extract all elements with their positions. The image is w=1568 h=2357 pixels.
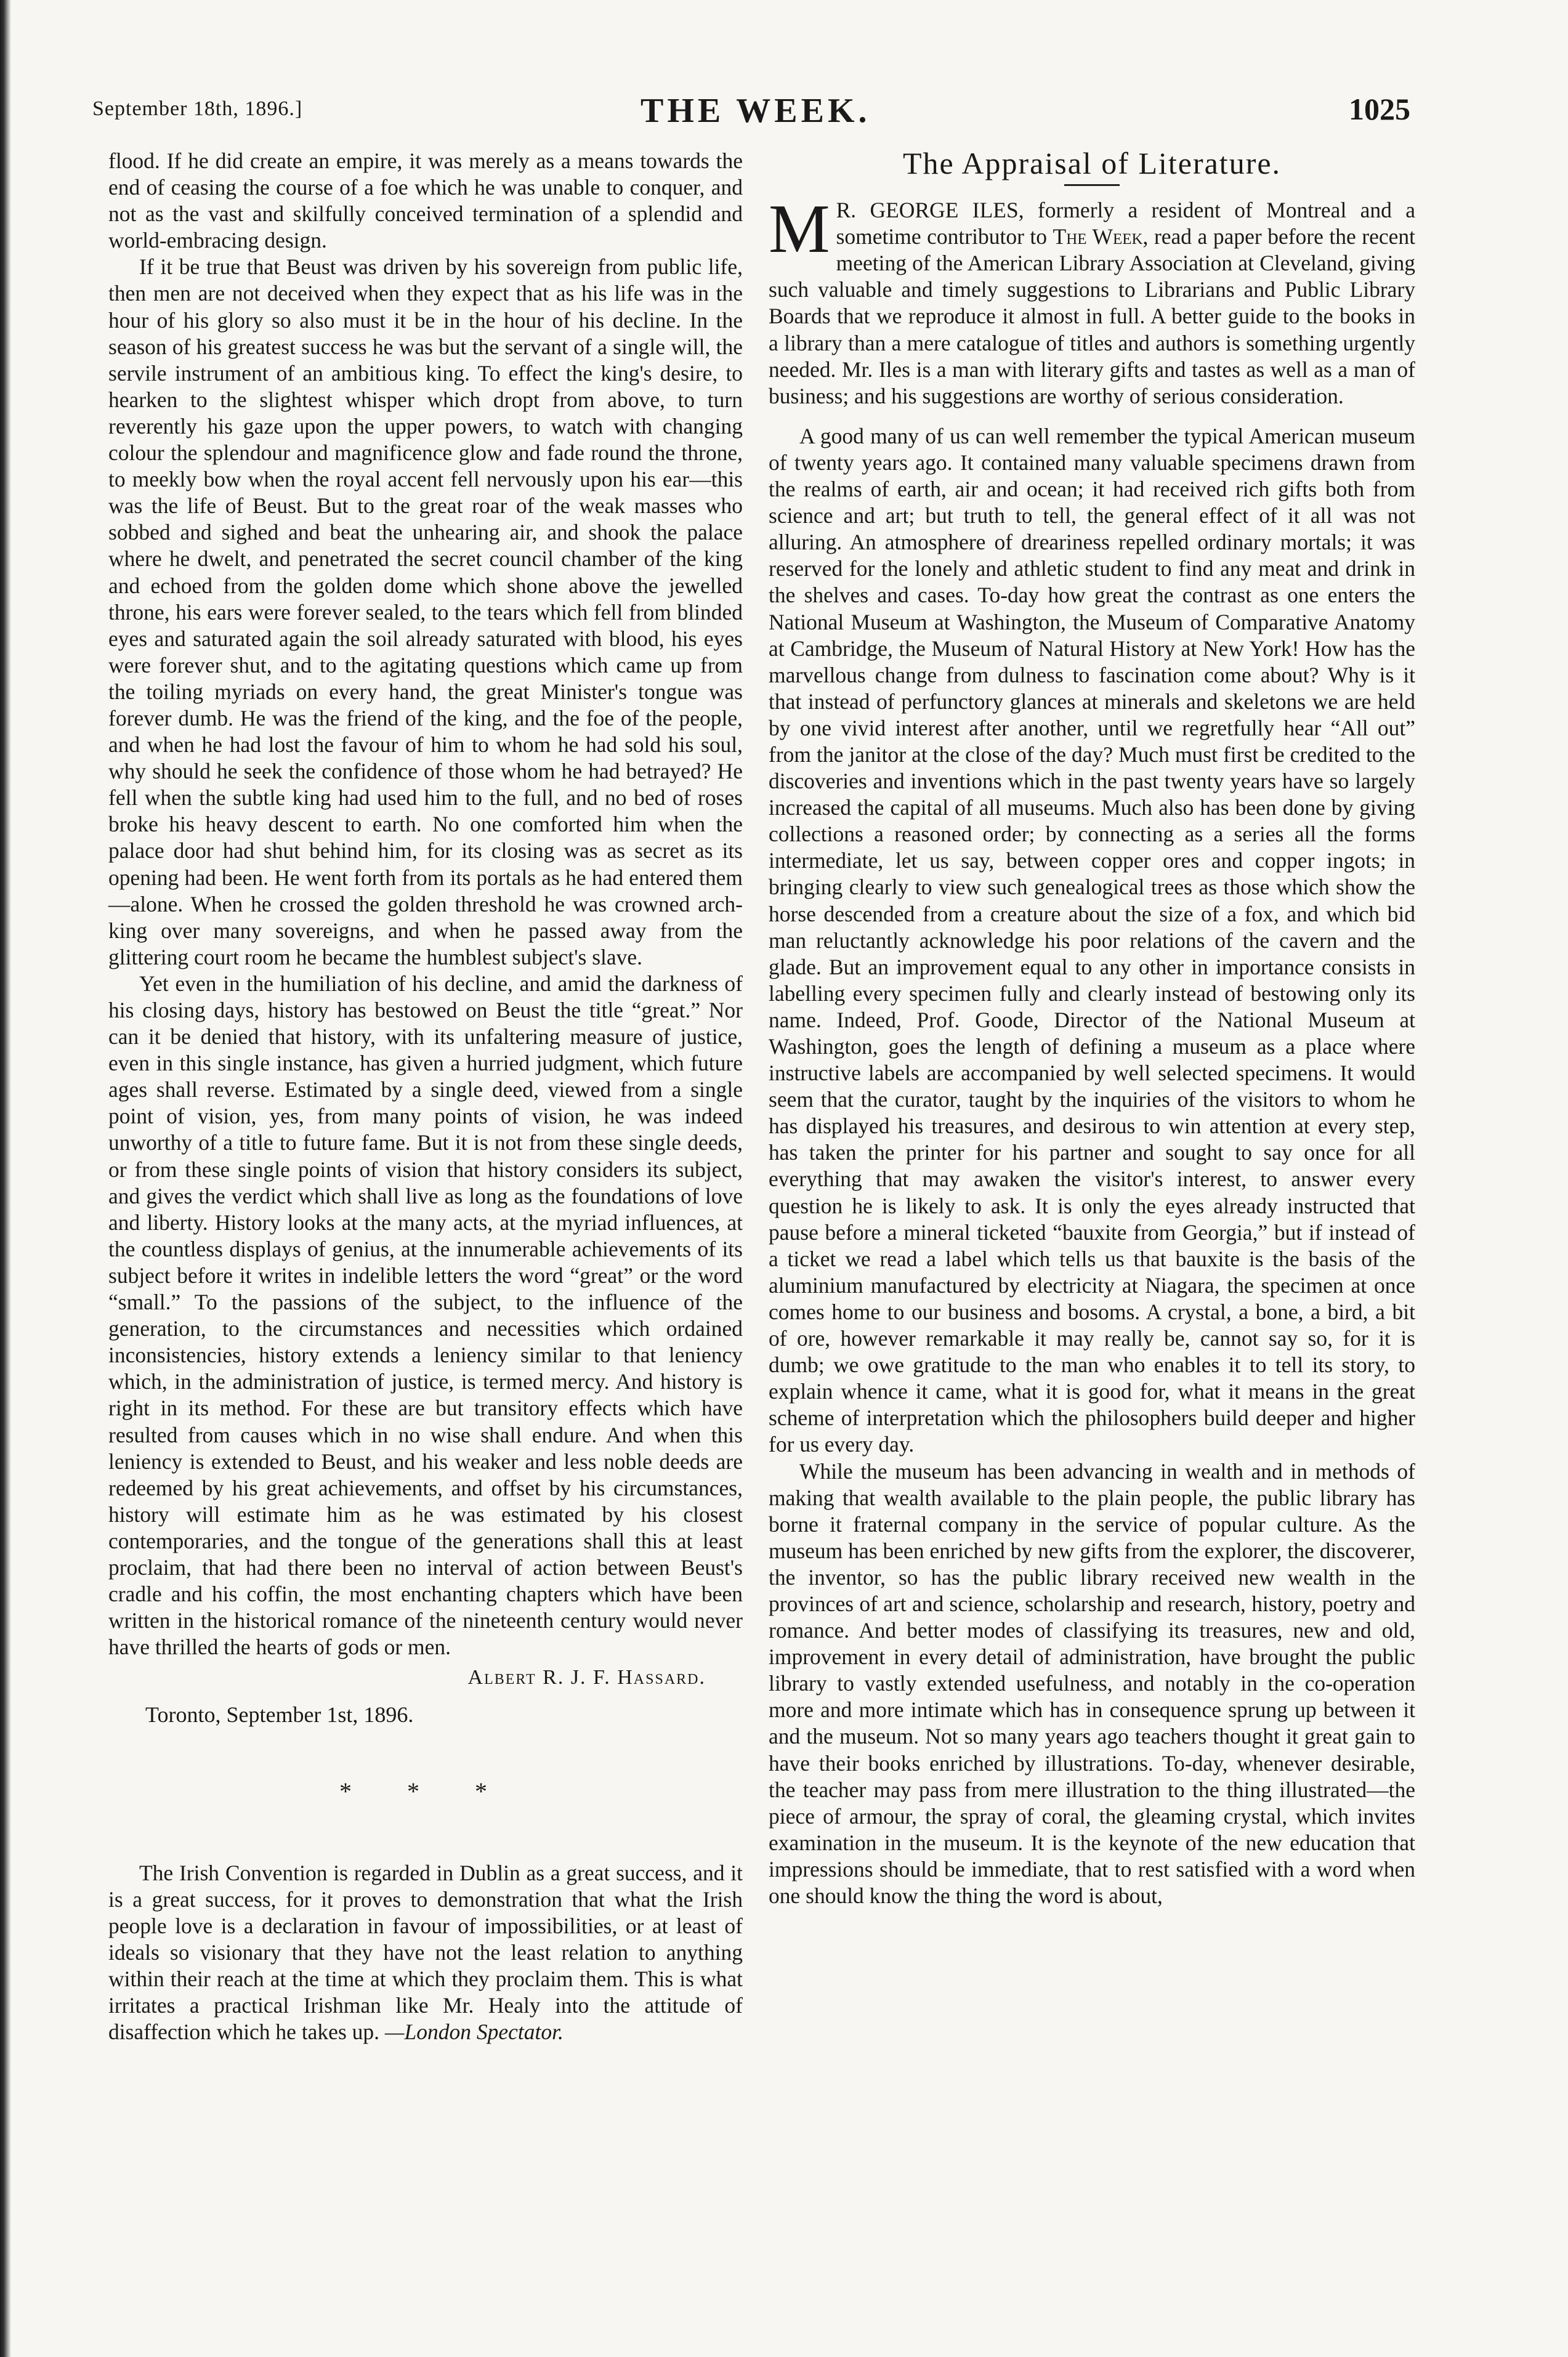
title-rule [1064, 184, 1120, 186]
left-column [108, 148, 743, 2045]
binding-edge [0, 0, 11, 2357]
page-number: 1025 [1349, 92, 1410, 126]
section-separator: * * * [339, 1777, 512, 1805]
right-column [769, 148, 1415, 1909]
irish-convention-note [108, 1860, 743, 2046]
note-text: The Irish Convention is regarded in Dublin as a great success, and it is a great success, for it proves to demonstration that what the Irish people love is a declaration in favour of impossibilities, or at least of ideals so visionary that they have not the least relation to anything within their reach at the time at which they proclaim them. This is what irritates a practical Irishman like Mr. Healy into the attitude of disaffection which he takes up. [108, 1860, 743, 2045]
article-intro [769, 191, 1415, 410]
publication-title: THE WEEK. [641, 92, 871, 130]
article-paragraph-1: A good many of us can well remember the typical American museum of twenty years ago. It contained many valuable specimens drawn from the realms of earth, air and ocean; it had received rich gifts both from science and art; but truth to tell, the general effect of it all was not alluring. An atmosphere of dreariness repelled ordinary mortals; it was reserved for the lonely and athletic student to find any meat and drink in the shelves and cases. To-day how great the contrast as one enters the National Museum at Washington, the Museum of Comparative Anatomy at Cambridge, the Museum of Natural History at New York! How has the marvellous change from dulness to fascination come about? Why is it that instead of perfunctory glances at minerals and skeletons we are held by one vivid interest after another, until we regretfully hear “All out” from the janitor at the close of the day? Much must first be credited to the discoveries and inventions which in the past twenty years have so largely increased the capital of all museums. Much also has been done by giving collections a reasoned order; by connecting as a series all the forms intermediate, let us say, between copper ores and copper ingots; in bringing clearly to view such genealogical trees as those which show the horse descended from a creature about the size of a fox, and which bid man reluctantly acknowledge his poor relations of the cavern and the glade. But an improvement equal to any other in importance consists in labelling every specimen fully and clearly instead of bestowing only its name. Indeed, Prof. Goode, Director of the National Museum at Washington, goes the length of defining a museum as a place where instructive labels are accompanied by well selected specimens. It would seem that the curator, taught by the inquiries of the visitors to whom he has displayed his treasures, and desirous to win attention at every step, has taken the printer for his partner and sought to say once for all everything that may awaken the visitor's interest, to answer every question he is likely to ask. It is only the eyes already instructed that pause before a mineral ticketed “bauxite from Georgia,” but if instead of a ticket we read a label which tells us that bauxite is the basis of the aluminium manufactured by electricity at Niagara, the specimen at once comes home to our business and bosoms. A crystal, a bone, a bird, a bit of ore, however remarkable it may really be, cannot say so, for it is dumb; we owe gratitude to the man who enables it to tell its story, to explain whence it came, what it is good for, what it means in the great scheme of interpretation which the philosophers build deeper and higher for us every day. [769, 423, 1415, 1457]
article-title: The Appraisal of Literature. [902, 146, 1282, 180]
beust-paragraph-1: flood. If he did create an empire, it was merely as a means towards the end of ceasing the course of a foe which he was unable to conquer, and not as the vast and skilfully conceived termination of a splendid and world-embracing design. [108, 148, 743, 253]
intro-text-2: , read a paper before the recent meeting of the American Library Association at Cleveland, giving such valuable and timely suggestions to Librarians and Public Library Boards that we reproduce it almost in full. A better guide to the books in a library than a mere catalogue of titles and authors is something urgently needed. Mr. Iles is a man with literary gifts and tastes as well as a man of business; and his suggestions are worthy of serious consideration. [769, 224, 1415, 408]
intro-text-1: R. GEORGE ILES, formerly a resident of Montreal and a sometime contributor to [836, 198, 1415, 249]
beust-paragraph-3: Yet even in the humiliation of his decline, and amid the darkness of his closing days, history has bestowed on Beust the title “great.” Nor can it be denied that history, with its unfaltering measure of justice, even in this single instance, has given a hurried judgment, which future ages shall reverse. Estimated by a single deed, viewed from a single point of vision, yes, from many points of vision, he was indeed unworthy of a title to future fame. But it is not from these single deeds, or from these single points of vision that history considers its subject, and gives the verdict which shall live as long as the foundations of love and liberty. History looks at the many acts, at the myriad influences, at the countless displays of genius, at the innumerable achievements of its subject before it writes in indelible letters the word “great” or the word “small.” To the passions of the subject, to the influence of the generation, to the circumstances and necessities which ordained inconsistencies, history extends a leniency similar to that leniency which, in the administration of justice, is termed mercy. And history is right in its method. For these are but transitory effects which have resulted from causes which in no wise shall endure. And when this leniency is extended to Beust, and his weaker and less noble deeds are redeemed by his great achievements, and offset by his circumstances, history will estimate him as he was estimated by his closest contemporaries, and the tongue of the generations shall this at least proclaim, that had there been no interval of action between Beust's cradle and his coffin, the most enchanting chapters which have been written in the historical romance of the nineteenth century would never have thrilled the hearts of gods or men. [108, 971, 743, 1660]
drop-cap: M [769, 191, 830, 268]
author-signature: Albert R. J. F. Hassard. [467, 1666, 706, 1689]
beust-paragraph-2: If it be true that Beust was driven by his sovereign from public life, then men are not deceived when they expect that as his life was in the hour of his glory so also must it be in the hour of his decline. In the season of his greatest success he was but the servant of a single will, the servile instrument of an ambitious king. To effect the king's desire, to hearken to the slightest whisper which dropt from above, to turn reverently his gaze upon the upper powers, to watch with changing colour the splendour and magnificence glow and fade round the throne, to meekly bow when the royal accent fell nervously upon his ear—this was the life of Beust. But to the great roar of the weak masses who sobbed and sighed and beat the unhearing air, and shook the palace where he dwelt, and penetrated the secret council chamber of the king and echoed from the golden dome which shone above the jewelled throne, his ears were forever sealed, to the tears which fell from blinded eyes and saturated again the soil already saturated with blood, his eyes were forever shut, and to the agitating questions which came up from the toiling myriads on every hand, the great Minister's tongue was forever dumb. He was the friend of the king, and the foe of the people, and when he had lost the favour of him to whom he had sold his soul, why should he seek the confidence of those whom he had betrayed? He fell when the subtle king had used him to the full, and no bed of roses broke his heavy descent to earth. No one comforted him when the palace door had shut behind him, for its closing was as secret as its opening had been. He went forth from its portals as he had entered them—alone. When he crossed the golden threshold he was crowned arch-king over many sovereigns, and when he passed away from the glittering court room he became the humblest subject's slave. [108, 254, 743, 969]
running-head [92, 91, 1410, 134]
note-source: —London Spectator. [384, 2019, 564, 2045]
intro-publication-name: The Week [1053, 224, 1143, 249]
dateline: Toronto, September 1st, 1896. [145, 1702, 414, 1728]
issue-date: September 18th, 1896.] [92, 97, 303, 120]
article-paragraph-2: While the museum has been advancing in wealth and in methods of making that wealth available to the plain people, the public library has borne it fraternal company in the service of popular culture. As the museum has been enriched by new gifts from the explorer, the discoverer, the inventor, so has the public library received new wealth in the provinces of art and science, scholarship and research, history, poetry and romance. And better modes of classifying its treasures, new and old, improvement in every detail of administration, have brought the public library to vastly extended usefulness, and notably in the co-operation more and more intimate which has in consequence sprung up between it and the museum. Not so many years ago teachers thought it great gain to have their books enriched by illustrations. To-day, whenever desirable, the teacher may pass from mere illustration to the thing illustrated—the piece of armour, the spray of coral, the gleaming crystal, which invites examination in the museum. It is the keynote of the new education that impressions should be immediate, that to rest satisfied with a word when one should know the thing the word is about, [769, 1458, 1415, 1908]
